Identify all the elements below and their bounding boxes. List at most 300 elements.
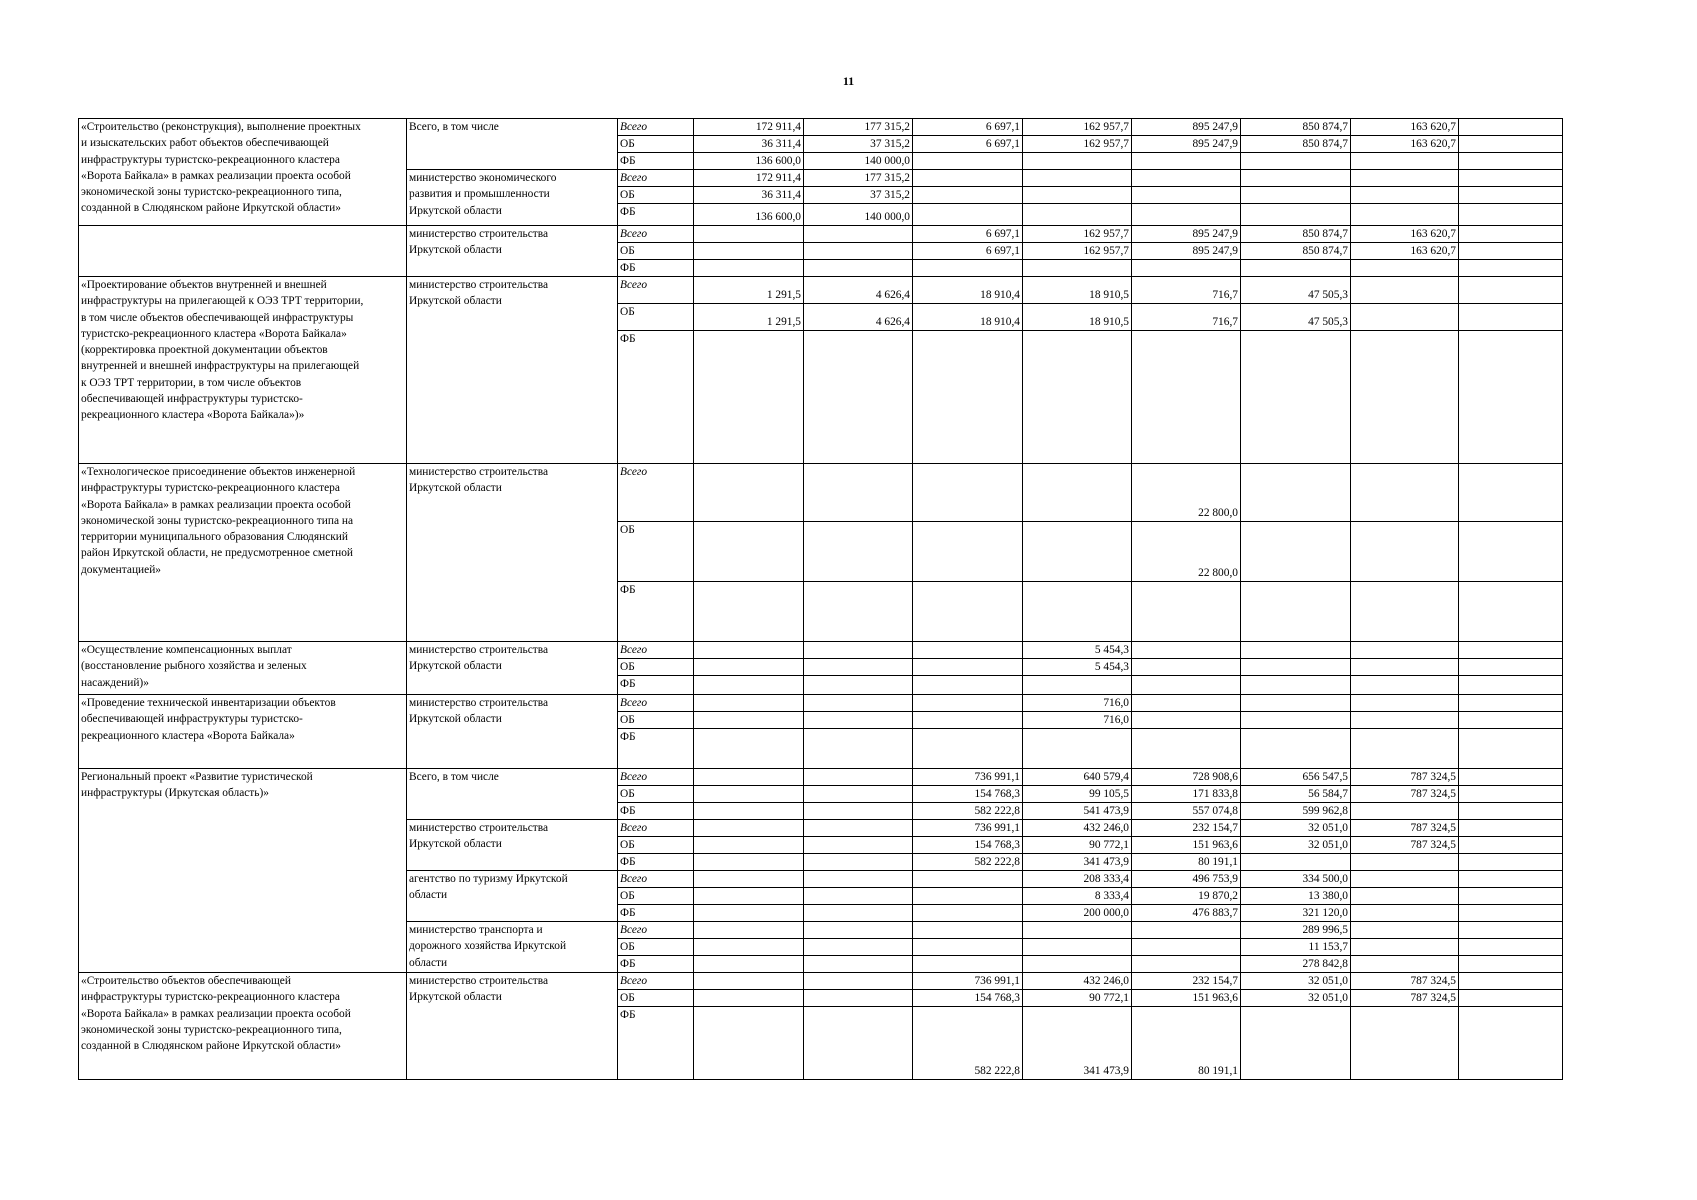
executor-cell: министерство экономического развития и промышленности Иркутской области bbox=[407, 170, 618, 226]
amount-cell: 162 957,7 bbox=[1023, 243, 1132, 260]
amount-cell bbox=[694, 695, 804, 712]
funding-source-cell: ОБ bbox=[618, 837, 694, 854]
amount-cell: 582 222,8 bbox=[913, 1007, 1023, 1080]
table-row bbox=[79, 277, 1563, 304]
measure-name-cell: Региональный проект «Развитие туристической инфраструктуры (Иркутская область)» bbox=[79, 769, 407, 973]
amount-cell bbox=[913, 642, 1023, 659]
amount-cell: 5 454,3 bbox=[1023, 659, 1132, 676]
amount-cell bbox=[1132, 204, 1241, 226]
funding-source-cell: Всего bbox=[618, 170, 694, 187]
amount-cell bbox=[1023, 260, 1132, 277]
amount-cell: 787 324,5 bbox=[1351, 837, 1459, 854]
amount-cell bbox=[694, 973, 804, 990]
measure-name-cell: «Проведение технической инвентаризации объектов обеспечивающей инфраструктуры туристско- рекреационного кластера «Ворота Байкала» bbox=[79, 695, 407, 769]
amount-cell: 8 333,4 bbox=[1023, 888, 1132, 905]
amount-cell bbox=[694, 871, 804, 888]
table-row bbox=[79, 642, 1563, 659]
amount-cell: 656 547,5 bbox=[1241, 769, 1351, 786]
amount-cell bbox=[913, 260, 1023, 277]
table-row bbox=[79, 695, 1563, 712]
amount-cell: 6 697,1 bbox=[913, 119, 1023, 136]
amount-cell: 787 324,5 bbox=[1351, 973, 1459, 990]
amount-cell bbox=[1459, 973, 1563, 990]
amount-cell bbox=[694, 729, 804, 769]
amount-cell: 716,0 bbox=[1023, 712, 1132, 729]
amount-cell bbox=[1351, 871, 1459, 888]
amount-cell bbox=[804, 820, 913, 837]
table-row bbox=[79, 226, 1563, 243]
amount-cell bbox=[1351, 729, 1459, 769]
amount-cell bbox=[1351, 260, 1459, 277]
amount-cell bbox=[913, 153, 1023, 170]
amount-cell bbox=[1351, 277, 1459, 304]
amount-cell: 6 697,1 bbox=[913, 136, 1023, 153]
funding-source-cell: Всего bbox=[618, 695, 694, 712]
amount-cell bbox=[1351, 204, 1459, 226]
amount-cell bbox=[1351, 304, 1459, 331]
amount-cell: 1 291,5 bbox=[694, 277, 804, 304]
amount-cell: 640 579,4 bbox=[1023, 769, 1132, 786]
amount-cell: 90 772,1 bbox=[1023, 837, 1132, 854]
amount-cell bbox=[1459, 226, 1563, 243]
funding-source-cell: ФБ bbox=[618, 803, 694, 820]
funding-source-cell: Всего bbox=[618, 922, 694, 939]
amount-cell bbox=[1023, 956, 1132, 973]
executor-cell: министерство строительства Иркутской области bbox=[407, 642, 618, 695]
executor-cell: министерство строительства Иркутской области bbox=[407, 973, 618, 1080]
amount-cell bbox=[694, 1007, 804, 1080]
table-row bbox=[79, 973, 1563, 990]
amount-cell bbox=[694, 820, 804, 837]
amount-cell bbox=[1132, 260, 1241, 277]
amount-cell: 172 911,4 bbox=[694, 119, 804, 136]
amount-cell: 850 874,7 bbox=[1241, 119, 1351, 136]
funding-source-cell: Всего bbox=[618, 973, 694, 990]
measure-name-cell: «Проектирование объектов внутренней и внешней инфраструктуры на прилегающей к ОЭЗ ТРТ территории, в том числе объектов обеспечивающей инфраструктуры туристско-рекреационного кластера «Ворота Байкала» (корректировка проектной документации объектов внутренней и внешней инфраструктуры на прилегающей к ОЭЗ ТРТ территории, в том числе объектов обеспечивающей инфраструктуры туристско- рекреационного кластера «Ворота Байкала»)» bbox=[79, 277, 407, 464]
document-page bbox=[78, 118, 1563, 1080]
amount-cell: 895 247,9 bbox=[1132, 226, 1241, 243]
page-number: 11 bbox=[842, 74, 855, 88]
amount-cell bbox=[913, 729, 1023, 769]
funding-source-cell: Всего bbox=[618, 871, 694, 888]
amount-cell bbox=[1132, 582, 1241, 642]
amount-cell: 90 772,1 bbox=[1023, 990, 1132, 1007]
amount-cell: 36 311,4 bbox=[694, 136, 804, 153]
amount-cell: 321 120,0 bbox=[1241, 905, 1351, 922]
amount-cell bbox=[1132, 659, 1241, 676]
funding-source-cell: ФБ bbox=[618, 956, 694, 973]
amount-cell bbox=[913, 582, 1023, 642]
amount-cell bbox=[804, 871, 913, 888]
amount-cell bbox=[694, 922, 804, 939]
amount-cell bbox=[1459, 170, 1563, 187]
amount-cell: 80 191,1 bbox=[1132, 1007, 1241, 1080]
funding-source-cell: ОБ bbox=[618, 187, 694, 204]
amount-cell: 432 246,0 bbox=[1023, 973, 1132, 990]
amount-cell bbox=[1241, 712, 1351, 729]
amount-cell bbox=[1459, 695, 1563, 712]
table-row bbox=[79, 464, 1563, 522]
amount-cell bbox=[1351, 582, 1459, 642]
funding-source-cell: ОБ bbox=[618, 304, 694, 331]
amount-cell bbox=[1023, 922, 1132, 939]
amount-cell: 557 074,8 bbox=[1132, 803, 1241, 820]
amount-cell bbox=[1241, 260, 1351, 277]
amount-cell bbox=[694, 769, 804, 786]
amount-cell bbox=[1241, 1007, 1351, 1080]
amount-cell: 496 753,9 bbox=[1132, 871, 1241, 888]
amount-cell: 162 957,7 bbox=[1023, 119, 1132, 136]
amount-cell bbox=[1351, 1007, 1459, 1080]
amount-cell bbox=[913, 888, 1023, 905]
amount-cell bbox=[913, 170, 1023, 187]
amount-cell bbox=[804, 712, 913, 729]
measure-name-cell: «Технологическое присоединение объектов инженерной инфраструктуры туристско-рекреационного кластера «Ворота Байкала» в рамках реализации проекта особой экономической зоны туристско-рекреационного типа на территории муниципального образования Слюдянский район Иркутской области, не предусмотренное сметной документацией» bbox=[79, 464, 407, 642]
amount-cell: 4 626,4 bbox=[804, 277, 913, 304]
measure-name-cell: «Строительство объектов обеспечивающей инфраструктуры туристско-рекреационного кластера «Ворота Байкала» в рамках реализации проекта особой экономической зоны туристско-рекреационного типа, созданной в Слюдянском районе Иркутской области» bbox=[79, 973, 407, 1080]
amount-cell bbox=[913, 905, 1023, 922]
amount-cell bbox=[694, 676, 804, 695]
amount-cell bbox=[1241, 582, 1351, 642]
amount-cell: 18 910,4 bbox=[913, 304, 1023, 331]
funding-source-cell: ФБ bbox=[618, 854, 694, 871]
amount-cell bbox=[913, 204, 1023, 226]
amount-cell bbox=[1351, 642, 1459, 659]
amount-cell bbox=[1459, 1007, 1563, 1080]
amount-cell bbox=[694, 990, 804, 1007]
amount-cell bbox=[694, 642, 804, 659]
funding-source-cell: ФБ bbox=[618, 260, 694, 277]
amount-cell bbox=[804, 769, 913, 786]
amount-cell bbox=[1241, 187, 1351, 204]
amount-cell bbox=[1459, 522, 1563, 582]
amount-cell bbox=[1459, 582, 1563, 642]
amount-cell: 47 505,3 bbox=[1241, 304, 1351, 331]
amount-cell bbox=[1459, 260, 1563, 277]
amount-cell: 163 620,7 bbox=[1351, 119, 1459, 136]
amount-cell: 850 874,7 bbox=[1241, 136, 1351, 153]
funding-source-cell: ФБ bbox=[618, 905, 694, 922]
funding-source-cell: Всего bbox=[618, 464, 694, 522]
amount-cell: 56 584,7 bbox=[1241, 786, 1351, 803]
table-row bbox=[79, 119, 1563, 136]
executor-cell: министерство строительства Иркутской области bbox=[407, 226, 618, 277]
amount-cell bbox=[1351, 187, 1459, 204]
executor-cell: министерство транспорта и дорожного хозяйства Иркутской области bbox=[407, 922, 618, 973]
funding-source-cell: Всего bbox=[618, 769, 694, 786]
amount-cell: 850 874,7 bbox=[1241, 226, 1351, 243]
amount-cell bbox=[1241, 695, 1351, 712]
amount-cell bbox=[913, 331, 1023, 464]
amount-cell: 895 247,9 bbox=[1132, 136, 1241, 153]
amount-cell bbox=[694, 464, 804, 522]
amount-cell bbox=[1459, 956, 1563, 973]
amount-cell bbox=[1351, 659, 1459, 676]
amount-cell bbox=[1459, 136, 1563, 153]
budget-table bbox=[78, 118, 1563, 1080]
amount-cell: 232 154,7 bbox=[1132, 820, 1241, 837]
amount-cell bbox=[1132, 331, 1241, 464]
amount-cell bbox=[1459, 676, 1563, 695]
amount-cell: 32 051,0 bbox=[1241, 990, 1351, 1007]
amount-cell bbox=[1132, 712, 1241, 729]
amount-cell bbox=[913, 464, 1023, 522]
amount-cell bbox=[1023, 187, 1132, 204]
amount-cell: 177 315,2 bbox=[804, 119, 913, 136]
amount-cell bbox=[1459, 888, 1563, 905]
amount-cell: 162 957,7 bbox=[1023, 136, 1132, 153]
amount-cell bbox=[1132, 922, 1241, 939]
amount-cell bbox=[1351, 522, 1459, 582]
amount-cell bbox=[1351, 854, 1459, 871]
amount-cell bbox=[804, 1007, 913, 1080]
amount-cell bbox=[804, 522, 913, 582]
amount-cell: 716,7 bbox=[1132, 277, 1241, 304]
measure-name-cell bbox=[79, 226, 407, 277]
amount-cell: 728 908,6 bbox=[1132, 769, 1241, 786]
amount-cell bbox=[1132, 153, 1241, 170]
amount-cell bbox=[913, 676, 1023, 695]
funding-source-cell: ОБ bbox=[618, 990, 694, 1007]
amount-cell bbox=[1132, 187, 1241, 204]
funding-source-cell: Всего bbox=[618, 820, 694, 837]
amount-cell bbox=[1351, 676, 1459, 695]
amount-cell: 341 473,9 bbox=[1023, 1007, 1132, 1080]
funding-source-cell: Всего bbox=[618, 277, 694, 304]
executor-cell: министерство строительства Иркутской области bbox=[407, 464, 618, 642]
amount-cell bbox=[694, 956, 804, 973]
amount-cell bbox=[804, 464, 913, 522]
funding-source-cell: Всего bbox=[618, 226, 694, 243]
amount-cell: 432 246,0 bbox=[1023, 820, 1132, 837]
funding-source-cell: ОБ bbox=[618, 939, 694, 956]
executor-cell: Всего, в том числе bbox=[407, 119, 618, 170]
amount-cell: 177 315,2 bbox=[804, 170, 913, 187]
amount-cell bbox=[1459, 712, 1563, 729]
amount-cell bbox=[1351, 888, 1459, 905]
amount-cell bbox=[1459, 331, 1563, 464]
amount-cell bbox=[913, 695, 1023, 712]
amount-cell: 154 768,3 bbox=[913, 990, 1023, 1007]
amount-cell: 787 324,5 bbox=[1351, 990, 1459, 1007]
amount-cell: 47 505,3 bbox=[1241, 277, 1351, 304]
amount-cell bbox=[694, 888, 804, 905]
amount-cell: 18 910,4 bbox=[913, 277, 1023, 304]
amount-cell: 736 991,1 bbox=[913, 769, 1023, 786]
funding-source-cell: ОБ bbox=[618, 136, 694, 153]
amount-cell bbox=[1023, 331, 1132, 464]
funding-source-cell: Всего bbox=[618, 642, 694, 659]
amount-cell: 18 910,5 bbox=[1023, 304, 1132, 331]
amount-cell bbox=[694, 837, 804, 854]
amount-cell bbox=[1132, 729, 1241, 769]
amount-cell bbox=[694, 659, 804, 676]
amount-cell: 162 957,7 bbox=[1023, 226, 1132, 243]
amount-cell bbox=[1132, 642, 1241, 659]
amount-cell bbox=[804, 854, 913, 871]
amount-cell bbox=[804, 905, 913, 922]
amount-cell bbox=[694, 226, 804, 243]
amount-cell bbox=[694, 939, 804, 956]
amount-cell: 22 800,0 bbox=[1132, 464, 1241, 522]
executor-cell: Всего, в том числе bbox=[407, 769, 618, 820]
amount-cell bbox=[1459, 769, 1563, 786]
amount-cell bbox=[913, 522, 1023, 582]
executor-cell: министерство строительства Иркутской области bbox=[407, 820, 618, 871]
amount-cell: 895 247,9 bbox=[1132, 119, 1241, 136]
amount-cell bbox=[1459, 786, 1563, 803]
amount-cell bbox=[913, 712, 1023, 729]
amount-cell bbox=[1023, 676, 1132, 695]
amount-cell bbox=[694, 582, 804, 642]
amount-cell bbox=[694, 331, 804, 464]
amount-cell: 154 768,3 bbox=[913, 837, 1023, 854]
amount-cell bbox=[804, 582, 913, 642]
amount-cell bbox=[913, 922, 1023, 939]
amount-cell bbox=[913, 939, 1023, 956]
amount-cell bbox=[1132, 170, 1241, 187]
amount-cell: 716,0 bbox=[1023, 695, 1132, 712]
amount-cell: 32 051,0 bbox=[1241, 837, 1351, 854]
amount-cell: 599 962,8 bbox=[1241, 803, 1351, 820]
executor-cell: министерство строительства Иркутской области bbox=[407, 277, 618, 464]
amount-cell bbox=[804, 659, 913, 676]
amount-cell bbox=[804, 331, 913, 464]
amount-cell bbox=[913, 956, 1023, 973]
amount-cell: 716,7 bbox=[1132, 304, 1241, 331]
amount-cell: 37 315,2 bbox=[804, 187, 913, 204]
amount-cell: 334 500,0 bbox=[1241, 871, 1351, 888]
funding-source-cell: ФБ bbox=[618, 331, 694, 464]
amount-cell bbox=[1459, 659, 1563, 676]
funding-source-cell: ОБ bbox=[618, 786, 694, 803]
amount-cell bbox=[804, 729, 913, 769]
amount-cell: 850 874,7 bbox=[1241, 243, 1351, 260]
amount-cell bbox=[1459, 642, 1563, 659]
amount-cell: 37 315,2 bbox=[804, 136, 913, 153]
amount-cell bbox=[1023, 204, 1132, 226]
amount-cell bbox=[1351, 695, 1459, 712]
amount-cell bbox=[1459, 803, 1563, 820]
amount-cell bbox=[804, 676, 913, 695]
amount-cell bbox=[1132, 956, 1241, 973]
amount-cell bbox=[1459, 464, 1563, 522]
amount-cell: 208 333,4 bbox=[1023, 871, 1132, 888]
amount-cell bbox=[1351, 464, 1459, 522]
amount-cell bbox=[1023, 939, 1132, 956]
amount-cell: 476 883,7 bbox=[1132, 905, 1241, 922]
amount-cell bbox=[694, 786, 804, 803]
amount-cell bbox=[1023, 582, 1132, 642]
amount-cell: 4 626,4 bbox=[804, 304, 913, 331]
amount-cell: 582 222,8 bbox=[913, 803, 1023, 820]
amount-cell: 140 000,0 bbox=[804, 153, 913, 170]
amount-cell: 171 833,8 bbox=[1132, 786, 1241, 803]
amount-cell bbox=[694, 243, 804, 260]
amount-cell bbox=[1459, 837, 1563, 854]
amount-cell bbox=[804, 803, 913, 820]
amount-cell bbox=[1241, 854, 1351, 871]
amount-cell bbox=[1459, 204, 1563, 226]
amount-cell: 80 191,1 bbox=[1132, 854, 1241, 871]
amount-cell: 151 963,6 bbox=[1132, 990, 1241, 1007]
funding-source-cell: ОБ bbox=[618, 712, 694, 729]
amount-cell: 289 996,5 bbox=[1241, 922, 1351, 939]
amount-cell: 278 842,8 bbox=[1241, 956, 1351, 973]
amount-cell bbox=[1459, 939, 1563, 956]
amount-cell: 19 870,2 bbox=[1132, 888, 1241, 905]
amount-cell: 99 105,5 bbox=[1023, 786, 1132, 803]
amount-cell: 22 800,0 bbox=[1132, 522, 1241, 582]
amount-cell bbox=[1241, 522, 1351, 582]
amount-cell bbox=[1459, 187, 1563, 204]
amount-cell bbox=[804, 990, 913, 1007]
amount-cell bbox=[1241, 204, 1351, 226]
amount-cell bbox=[913, 871, 1023, 888]
amount-cell bbox=[1459, 153, 1563, 170]
amount-cell bbox=[1459, 304, 1563, 331]
amount-cell bbox=[1351, 803, 1459, 820]
amount-cell bbox=[694, 712, 804, 729]
amount-cell bbox=[1241, 642, 1351, 659]
amount-cell: 895 247,9 bbox=[1132, 243, 1241, 260]
amount-cell bbox=[1132, 939, 1241, 956]
amount-cell bbox=[1351, 331, 1459, 464]
amount-cell bbox=[694, 260, 804, 277]
funding-source-cell: ФБ bbox=[618, 676, 694, 695]
amount-cell bbox=[1241, 659, 1351, 676]
funding-source-cell: ФБ bbox=[618, 204, 694, 226]
funding-source-cell: ФБ bbox=[618, 582, 694, 642]
amount-cell bbox=[694, 522, 804, 582]
amount-cell bbox=[1351, 170, 1459, 187]
funding-source-cell: ФБ bbox=[618, 1007, 694, 1080]
amount-cell: 582 222,8 bbox=[913, 854, 1023, 871]
amount-cell bbox=[1351, 922, 1459, 939]
amount-cell bbox=[1023, 170, 1132, 187]
amount-cell bbox=[1459, 905, 1563, 922]
amount-cell: 11 153,7 bbox=[1241, 939, 1351, 956]
amount-cell bbox=[913, 187, 1023, 204]
amount-cell: 200 000,0 bbox=[1023, 905, 1132, 922]
amount-cell bbox=[694, 854, 804, 871]
executor-cell: агентство по туризму Иркутской области bbox=[407, 871, 618, 922]
amount-cell bbox=[1132, 695, 1241, 712]
amount-cell: 151 963,6 bbox=[1132, 837, 1241, 854]
amount-cell bbox=[804, 837, 913, 854]
executor-cell: министерство строительства Иркутской области bbox=[407, 695, 618, 769]
amount-cell bbox=[1459, 871, 1563, 888]
amount-cell bbox=[804, 260, 913, 277]
amount-cell: 787 324,5 bbox=[1351, 769, 1459, 786]
amount-cell: 18 910,5 bbox=[1023, 277, 1132, 304]
funding-source-cell: ФБ bbox=[618, 729, 694, 769]
funding-source-cell: ОБ bbox=[618, 659, 694, 676]
amount-cell: 13 380,0 bbox=[1241, 888, 1351, 905]
funding-source-cell: ОБ bbox=[618, 243, 694, 260]
amount-cell: 736 991,1 bbox=[913, 973, 1023, 990]
amount-cell bbox=[1241, 729, 1351, 769]
amount-cell bbox=[1023, 729, 1132, 769]
amount-cell bbox=[804, 888, 913, 905]
amount-cell bbox=[804, 922, 913, 939]
amount-cell bbox=[1459, 854, 1563, 871]
amount-cell bbox=[804, 786, 913, 803]
amount-cell bbox=[1459, 820, 1563, 837]
amount-cell bbox=[1023, 153, 1132, 170]
amount-cell bbox=[1351, 153, 1459, 170]
amount-cell bbox=[1351, 956, 1459, 973]
